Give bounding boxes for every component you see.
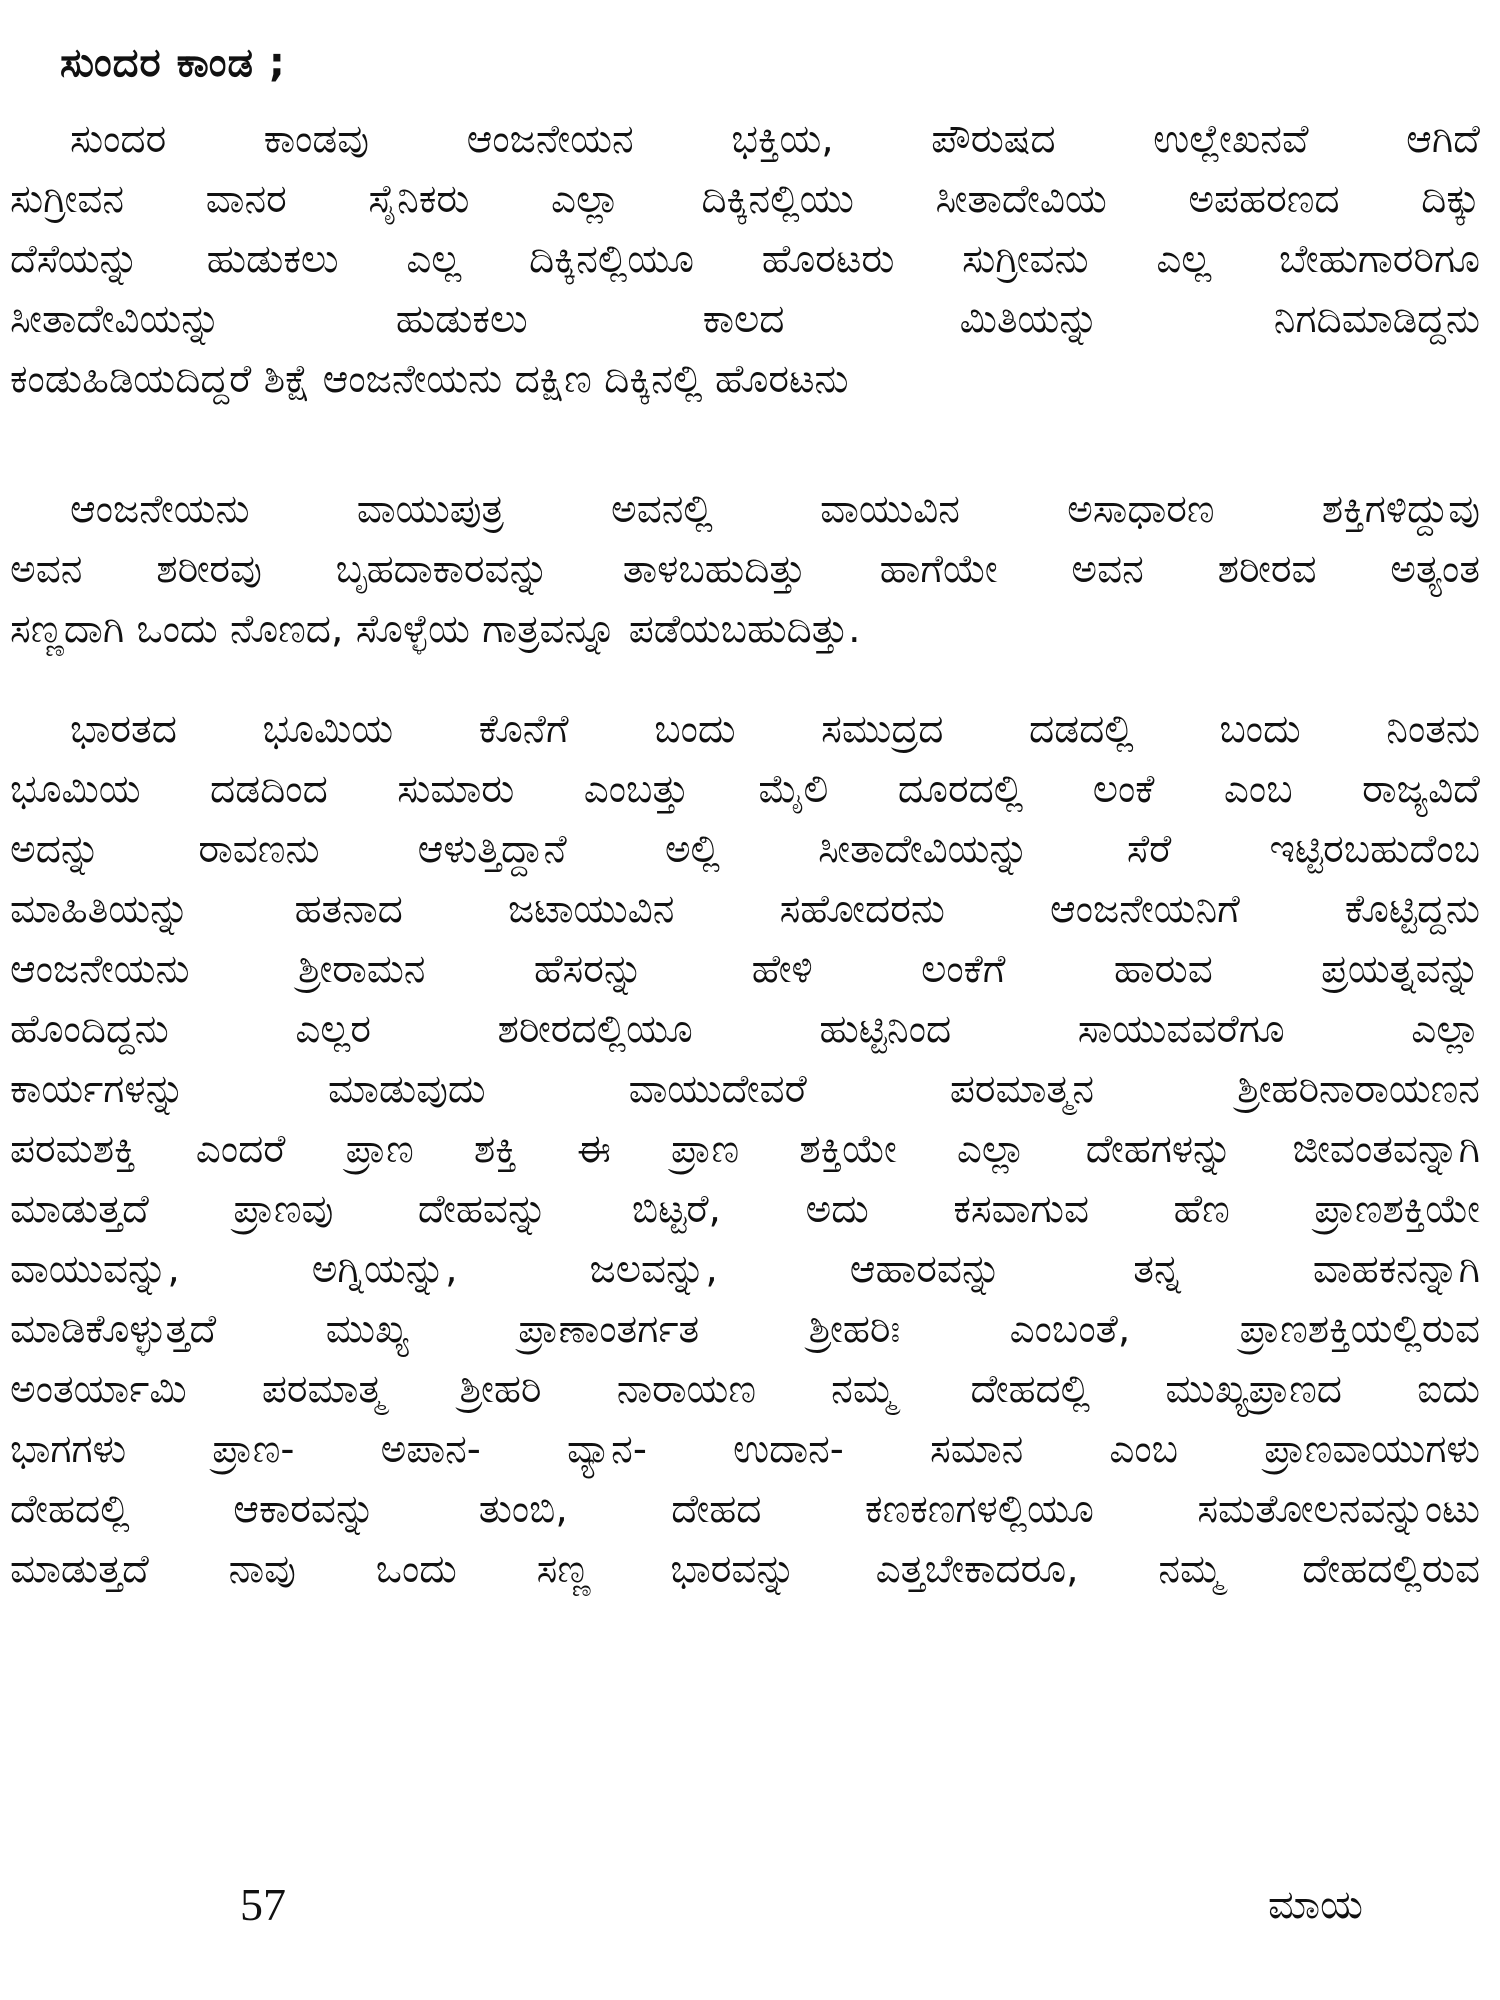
text-line: ಅದನ್ನು ರಾವಣನು ಆಳುತ್ತಿದ್ದಾನೆ ಅಲ್ಲಿ ಸೀತಾದೇವಿಯನ್ನು ಸೆರೆ ಇಟ್ಟಿರಬಹುದೆಂಬ (10, 827, 1480, 872)
text-line: ಅವನ ಶರೀರವು ಬೃಹದಾಕಾರವನ್ನು ತಾಳಬಹುದಿತ್ತು ಹಾಗೆಯೇ ಅವನ ಶರೀರವ ಅತ್ಯಂತ (10, 547, 1480, 592)
text-line: ಮಾಹಿತಿಯನ್ನು ಹತನಾದ ಜಟಾಯುವಿನ ಸಹೋದರನು ಆಂಜನೇಯನಿಗೆ ಕೊಟ್ಟಿದ್ದನು (10, 887, 1480, 932)
text-line: ಕಾರ್ಯಗಳನ್ನು ಮಾಡುವುದು ವಾಯುದೇವರೆ ಪರಮಾತ್ಮನ ಶ್ರೀಹರಿನಾರಾಯಣನ (10, 1067, 1480, 1112)
text-line: ಮಾಡಿಕೊಳ್ಳುತ್ತದೆ ಮುಖ್ಯ ಪ್ರಾಣಾಂತರ್ಗತ ಶ್ರೀಹರಿಃ ಎಂಬಂತೆ, ಪ್ರಾಣಶಕ್ತಿಯಲ್ಲಿರುವ (10, 1307, 1480, 1352)
text-line: ಭಾಗಗಳು ಪ್ರಾಣ- ಅಪಾನ- ವ್ಯಾನ- ಉದಾನ- ಸಮಾನ ಎಂಬ ಪ್ರಾಣವಾಯುಗಳು (10, 1427, 1480, 1472)
page-number: 57 (240, 1879, 286, 1930)
paragraph-1 (10, 110, 1480, 410)
text-line: ಪರಮಶಕ್ತಿ ಎಂದರೆ ಪ್ರಾಣ ಶಕ್ತಿ ಈ ಪ್ರಾಣ ಶಕ್ತಿಯೇ ಎಲ್ಲಾ ದೇಹಗಳನ್ನು ಜೀವಂತವನ್ನಾಗಿ (10, 1127, 1480, 1172)
text-line: ಸಣ್ಣದಾಗಿ ಒಂದು ನೊಣದ, ಸೊಳ್ಳೆಯ ಗಾತ್ರವನ್ನೂ ಪಡೆಯಬಹುದಿತ್ತು. (10, 607, 861, 652)
text-line: ದೆಸೆಯನ್ನು ಹುಡುಕಲು ಎಲ್ಲ ದಿಕ್ಕಿನಲ್ಲಿಯೂ ಹೊರಟರು ಸುಗ್ರೀವನು ಎಲ್ಲ ಬೇಹುಗಾರರಿಗೂ (10, 237, 1480, 282)
text-line: ಸುಗ್ರೀವನ ವಾನರ ಸೈನಿಕರು ಎಲ್ಲಾ ದಿಕ್ಕಿನಲ್ಲಿಯು ಸೀತಾದೇವಿಯ ಅಪಹರಣದ ದಿಕ್ಕು (10, 177, 1480, 222)
text-line: ವಾಯುವನ್ನು, ಅಗ್ನಿಯನ್ನು, ಜಲವನ್ನು, ಆಹಾರವನ್ನು ತನ್ನ ವಾಹಕನನ್ನಾಗಿ (10, 1247, 1480, 1292)
text-line: ಆಂಜನೇಯನು ವಾಯುಪುತ್ರ ಅವನಲ್ಲಿ ವಾಯುವಿನ ಅಸಾಧಾರಣ ಶಕ್ತಿಗಳಿದ್ದುವು (70, 487, 1480, 532)
text-line: ಕಂಡುಹಿಡಿಯದಿದ್ದರೆ ಶಿಕ್ಷೆ ಆಂಜನೇಯನು ದಕ್ಷಿಣ ದಿಕ್ಕಿನಲ್ಲಿ ಹೊರಟನು (10, 357, 849, 402)
paragraph-2 (10, 480, 1480, 660)
text-line: ಭೂಮಿಯ ದಡದಿಂದ ಸುಮಾರು ಎಂಬತ್ತು ಮೈಲಿ ದೂರದಲ್ಲಿ ಲಂಕೆ ಎಂಬ ರಾಜ್ಯವಿದೆ (10, 767, 1480, 812)
text-line: ಹೊಂದಿದ್ದನು ಎಲ್ಲರ ಶರೀರದಲ್ಲಿಯೂ ಹುಟ್ಟಿನಿಂದ ಸಾಯುವವರೆಗೂ ಎಲ್ಲಾ (10, 1007, 1480, 1052)
text-line: ಭಾರತದ ಭೂಮಿಯ ಕೊನೆಗೆ ಬಂದು ಸಮುದ್ರದ ದಡದಲ್ಲಿ ಬಂದು ನಿಂತನು (70, 707, 1480, 752)
text-line: ಸೀತಾದೇವಿಯನ್ನು ಹುಡುಕಲು ಕಾಲದ ಮಿತಿಯನ್ನು ನಿಗದಿಮಾಡಿದ್ದನು (10, 297, 1480, 342)
text-line: ಮಾಡುತ್ತದೆ ನಾವು ಒಂದು ಸಣ್ಣ ಭಾರವನ್ನು ಎತ್ತಬೇಕಾದರೂ, ನಮ್ಮ ದೇಹದಲ್ಲಿರುವ (10, 1547, 1480, 1592)
text-line: ಅಂತರ್ಯಾಮಿ ಪರಮಾತ್ಮ ಶ್ರೀಹರಿ ನಾರಾಯಣ ನಮ್ಮ ದೇಹದಲ್ಲಿ ಮುಖ್ಯಪ್ರಾಣದ ಐದು (10, 1367, 1480, 1412)
paragraph-3 (10, 700, 1480, 1600)
text-line: ದೇಹದಲ್ಲಿ ಆಕಾರವನ್ನು ತುಂಬಿ, ದೇಹದ ಕಣಕಣಗಳಲ್ಲಿಯೂ ಸಮತೋಲನವನ್ನುಂಟು (10, 1487, 1480, 1532)
section-heading: ಸುಂದರ ಕಾಂಡ ; (60, 40, 286, 86)
text-line: ಸುಂದರ ಕಾಂಡವು ಆಂಜನೇಯನ ಭಕ್ತಿಯ, ಪೌರುಷದ ಉಲ್ಲೇಖನವೆ ಆಗಿದೆ (70, 117, 1480, 162)
text-line: ಮಾಡುತ್ತದೆ ಪ್ರಾಣವು ದೇಹವನ್ನು ಬಿಟ್ಟರೆ, ಅದು ಕಸವಾಗುವ ಹೆಣ ಪ್ರಾಣಶಕ್ತಿಯೇ (10, 1187, 1480, 1232)
text-line: ಆಂಜನೇಯನು ಶ್ರೀರಾಮನ ಹೆಸರನ್ನು ಹೇಳಿ ಲಂಕೆಗೆ ಹಾರುವ ಪ್ರಯತ್ನವನ್ನು (10, 947, 1480, 992)
footer-title: ಮಾಯ (1268, 1882, 1363, 1928)
